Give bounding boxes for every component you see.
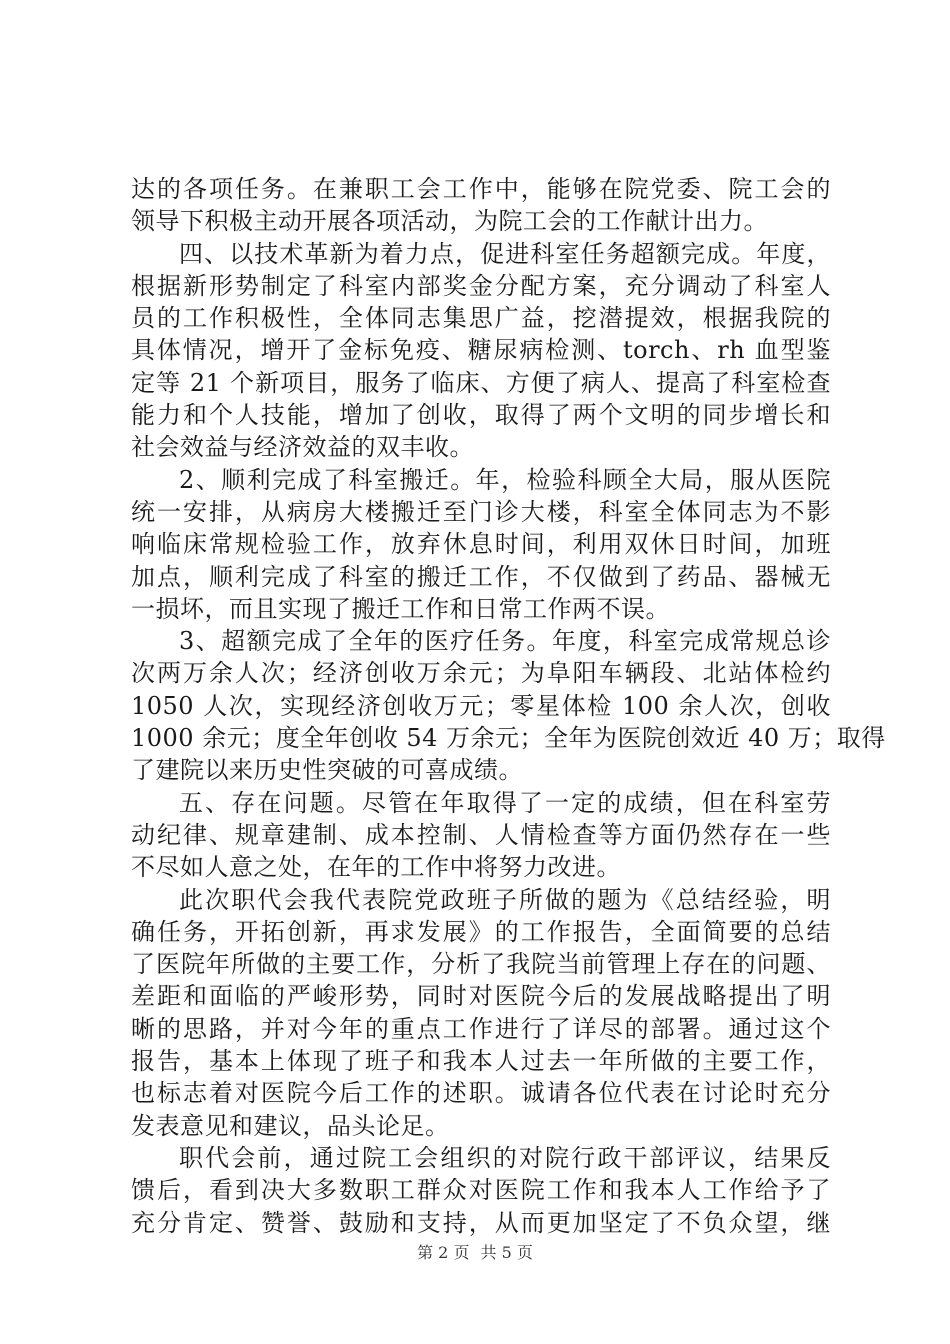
text-line: 晰的思路，并对今年的重点工作进行了详尽的部署。通过这个 <box>131 1014 831 1043</box>
text-line: 馈后，看到决大多数职工群众对医院工作和我本人工作给予了 <box>131 1176 831 1205</box>
paragraph <box>131 238 831 464</box>
text-line: 此次职代会我代表院党政班子所做的题为《总结经验，明 <box>179 885 831 914</box>
text-line: 不尽如人意之处，在年的工作中将努力改进。 <box>131 853 621 882</box>
text-line: 动纪律、规章建制、成本控制、人情检查等方面仍然存在一些 <box>131 820 831 849</box>
text-line: 社会效益与经济效益的双丰收。 <box>131 433 474 462</box>
text-line: 次两万余人次；经济创收万余元；为阜阳车辆段、北站体检约 <box>131 659 831 688</box>
text-line: 1000 余元；度全年创收 54 万余元；全年为医院创效近 40 万；取得 <box>131 724 886 753</box>
text-line: 1050 人次，实现经济创收万元；零星体检 100 余人次，创收 <box>131 691 831 720</box>
page-total: 共 5 页 <box>480 1243 533 1262</box>
page-footer <box>0 1240 950 1263</box>
text-line: 了建院以来历史性突破的可喜成绩。 <box>131 756 523 785</box>
text-line: 了医院年所做的主要工作，分析了我院当前管理上存在的问题、 <box>131 950 831 979</box>
text-line: 确任务，开拓创新，再求发展》的工作报告，全面简要的总结 <box>131 917 831 946</box>
text-line: 响临床常规检验工作，放弃休息时间，利用双休日时间，加班 <box>131 530 831 559</box>
text-line: 也标志着对医院今后工作的述职。诚请各位代表在讨论时充分 <box>131 1079 831 1108</box>
text-line: 根据新形势制定了科室内部奖金分配方案，充分调动了科室人 <box>131 271 831 300</box>
text-line: 2、顺利完成了科室搬迁。年，检验科顾全大局，服从医院 <box>179 465 831 494</box>
paragraph <box>131 173 831 238</box>
text-line: 一损坏，而且实现了搬迁工作和日常工作两不误。 <box>131 594 670 623</box>
text-line: 领导下积极主动开展各项活动，为院工会的工作献计出力。 <box>131 207 768 236</box>
text-line: 员的工作积极性，全体同志集思广益，挖潜提效，根据我院的 <box>131 304 831 333</box>
text-line: 3、超额完成了全年的医疗任务。年度，科室完成常规总诊 <box>179 627 831 656</box>
text-line: 发表意见和建议，品头论足。 <box>131 1111 450 1140</box>
text-line: 统一安排，从病房大楼搬迁至门诊大楼，科室全体同志为不影 <box>131 497 831 526</box>
text-line: 达的各项任务。在兼职工会工作中，能够在院党委、院工会的 <box>131 175 831 203</box>
text-line: 能力和个人技能，增加了创收，取得了两个文明的同步增长和 <box>131 401 831 430</box>
paragraph <box>131 787 831 884</box>
text-line: 充分肯定、赞誉、鼓励和支持，从而更加坚定了不负众望，继 <box>131 1208 831 1237</box>
text-line: 五、存在问题。尽管在年取得了一定的成绩，但在科室劳 <box>179 788 831 817</box>
text-line: 定等 21 个新项目，服务了临床、方便了病人、提高了科室检查 <box>131 368 831 397</box>
text-line: 具体情况，增开了金标免疫、糖尿病检测、torch、rh 血型鉴 <box>131 336 831 365</box>
paragraph <box>131 1142 831 1239</box>
text-line: 差距和面临的严峻形势，同时对医院今后的发展战略提出了明 <box>131 982 831 1011</box>
text-line: 职代会前，通过院工会组织的对院行政干部评议，结果反 <box>179 1143 831 1172</box>
document-body <box>131 173 886 1239</box>
text-line: 报告，基本上体现了班子和我本人过去一年所做的主要工作， <box>131 1047 831 1076</box>
page-number: 第 2 页 <box>417 1243 470 1262</box>
paragraph <box>131 625 886 786</box>
paragraph <box>131 884 831 1142</box>
text-line: 四、以技术革新为着力点，促进科室任务超额完成。年度， <box>179 239 831 268</box>
paragraph <box>131 464 831 625</box>
text-line: 加点，顺利完成了科室的搬迁工作，不仅做到了药品、器械无 <box>131 562 831 591</box>
